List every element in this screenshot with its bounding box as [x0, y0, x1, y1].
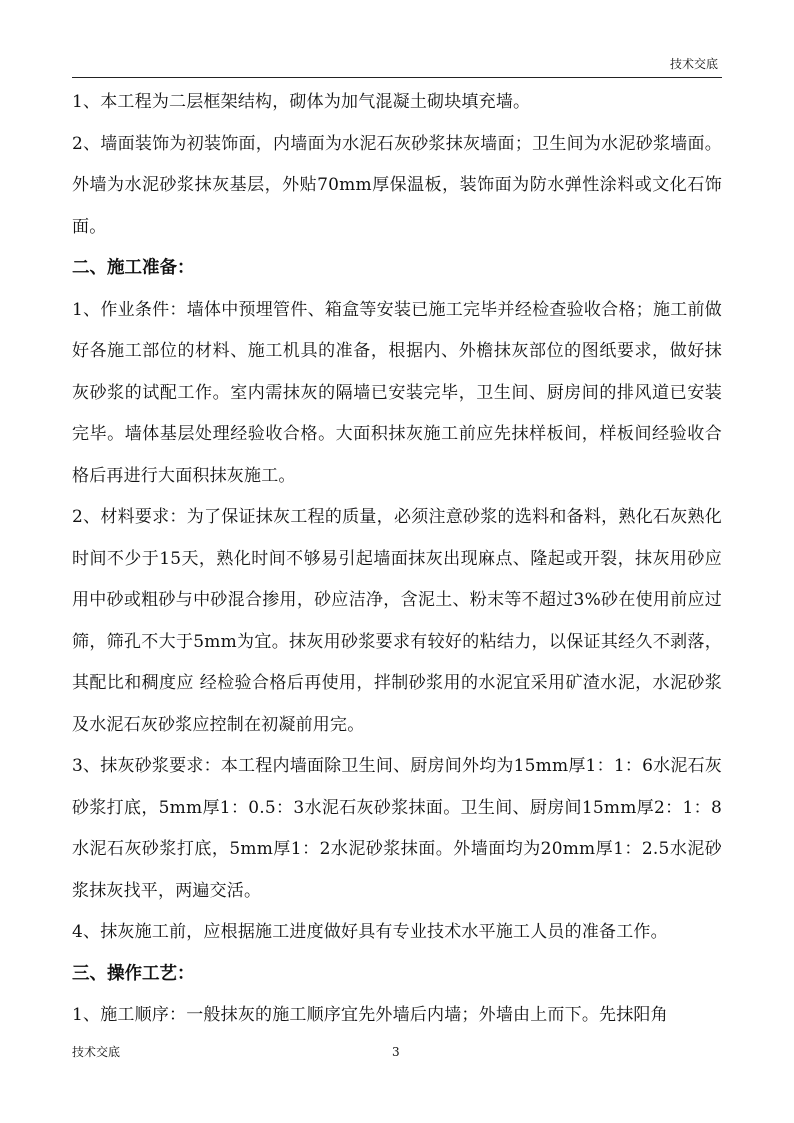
section-heading-process: 三、操作工艺：: [72, 963, 195, 984]
paragraph-construction-sequence: 1、施工顺序：一般抹灰的施工顺序宜先外墙后内墙；外墙由上而下。先抹阳角: [72, 1005, 668, 1025]
paragraph-work-conditions: 1、作业条件：墙体中预埋管件、箱盒等安装已施工完毕并经检查验收合格；施工前做好各施工部位的材料、施工机具的准备，根据内、外檐抹灰部位的图纸要求，做好抹灰砂浆的试配工作。室内需抹灰的隔墙已安装完毕，卫生间、厨房间的排风道已安装完毕。墙体基层处理经验收合格。大面积抹灰施工前应先抹样板间，样板间经验收合格后再进行大面积抹灰施工。: [72, 299, 722, 486]
paragraph-wall-finish: 2、墙面装饰为初装饰面，内墙面为水泥石灰砂浆抹灰墙面；卫生间为水泥砂浆墙面。外墙为水泥砂浆抹灰基层，外贴70mm厚保温板，装饰面为防水弹性涂料或文化石饰面。: [72, 133, 722, 237]
footer-label: 技术交底: [72, 1045, 121, 1059]
section-heading-preparation: 二、施工准备：: [72, 258, 195, 278]
paragraph-material-requirements: 2、材料要求：为了保证抹灰工程的质量，必须注意砂浆的选料和备料，熟化石灰熟化时间不少于15天，熟化时间不够易引起墙面抹灰出现麻点、隆起或开裂，抹灰用砂应用中砂或粗砂与中砂混合掺用，砂应洁净，含泥土、粉末等不超过3%砂在使用前应过筛，筛孔不大于5mm为宜。抹灰用砂浆要求有较好的粘结力，以保证其经久不剥落，其配比和稠度应 经检验合格后再使用，拌制砂浆用的水泥宜采用矿渣水泥，水泥砂浆及水泥石灰砂浆应控制在初凝前用完。: [72, 507, 722, 735]
document-body: [72, 82, 722, 1037]
header-label: 技术交底: [669, 57, 718, 71]
paragraph-mortar-requirements: 3、抹灰砂浆要求：本工程内墙面除卫生间、厨房间外均为15mm厚1：1：6水泥石灰砂浆打底，5mm厚1：0.5：3水泥石灰砂浆抹面。卫生间、厨房间15mm厚2：1：8水泥石灰砂浆打底，5mm厚1：2水泥砂浆抹面。外墙面均为20mm厚1：2.5水泥砂浆抹灰找平，两遍交活。: [72, 756, 722, 901]
page-number: 3: [392, 1045, 400, 1059]
paragraph-structure: 1、本工程为二层框架结构，砌体为加气混凝土砌块填充墙。: [72, 92, 531, 112]
header-divider: [72, 77, 722, 78]
paragraph-personnel: 4、抹灰施工前，应根据施工进度做好具有专业技术水平施工人员的准备工作。: [72, 922, 668, 942]
